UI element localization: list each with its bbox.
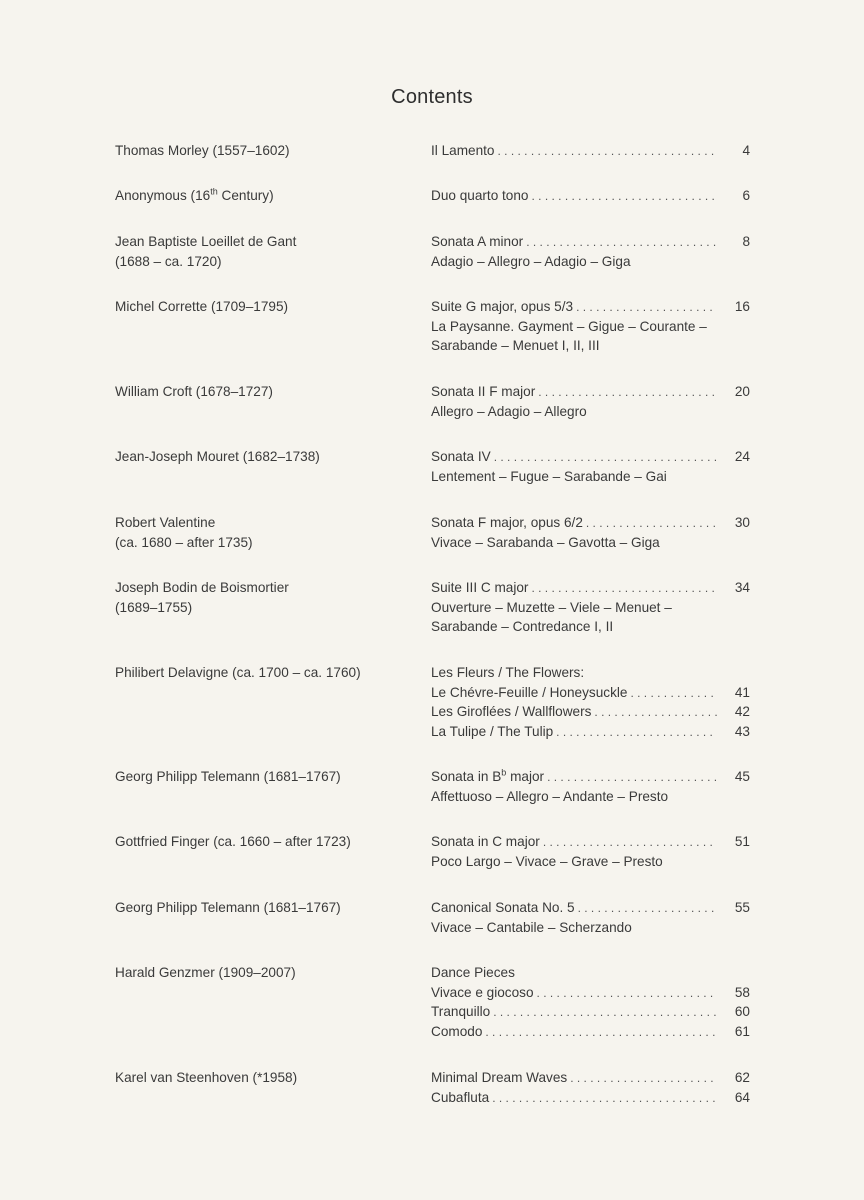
composer bbox=[115, 898, 405, 918]
movements: Affettuoso – Allegro – Andante – Presto bbox=[431, 788, 669, 804]
works bbox=[431, 382, 750, 421]
composer bbox=[115, 513, 405, 552]
work-line bbox=[431, 683, 750, 703]
composer bbox=[115, 1068, 405, 1088]
work-line bbox=[431, 533, 750, 553]
work-line bbox=[431, 983, 750, 1003]
leader-dots bbox=[532, 187, 718, 207]
composer bbox=[115, 963, 405, 983]
work-line bbox=[431, 513, 750, 533]
page-number: 34 bbox=[734, 580, 750, 595]
work-line bbox=[431, 702, 750, 722]
composer bbox=[115, 578, 405, 617]
work-title: Suite G major, opus 5/3 bbox=[431, 299, 574, 314]
work-line bbox=[431, 963, 750, 983]
works bbox=[431, 578, 750, 637]
work-title: La Tulipe / The Tulip bbox=[431, 723, 554, 739]
works bbox=[431, 186, 750, 206]
page-number: 58 bbox=[734, 984, 750, 1000]
work-line bbox=[431, 1068, 750, 1088]
composer-line: Georg Philipp Telemann (1681–1767) bbox=[115, 900, 341, 915]
leader-dots bbox=[485, 1023, 717, 1043]
leader-dots bbox=[493, 1003, 717, 1023]
leader-dots bbox=[494, 448, 717, 468]
page-number: 64 bbox=[734, 1089, 750, 1105]
leader-dots bbox=[538, 383, 717, 403]
composer-line: Michel Corrette (1709–1795) bbox=[115, 299, 289, 314]
composer bbox=[115, 186, 405, 206]
leader-dots bbox=[586, 514, 717, 534]
works bbox=[431, 141, 750, 161]
work-line bbox=[431, 447, 750, 467]
work-title: Sonata in C major bbox=[431, 834, 540, 849]
leader-dots bbox=[537, 984, 717, 1004]
page-number: 24 bbox=[734, 449, 750, 464]
composer-line: (1689–1755) bbox=[115, 599, 193, 615]
work-line bbox=[431, 852, 750, 872]
leader-dots bbox=[531, 579, 717, 599]
work-title: Les Fleurs / The Flowers: bbox=[431, 665, 585, 680]
page-number: 60 bbox=[734, 1004, 750, 1019]
work-title: Sonata IV bbox=[431, 449, 491, 464]
movements: Allegro – Adagio – Allegro bbox=[431, 403, 587, 419]
leader-dots bbox=[576, 298, 717, 318]
work-line bbox=[431, 1002, 750, 1022]
work-line bbox=[431, 336, 750, 356]
work-line bbox=[431, 297, 750, 317]
work-title: Dance Pieces bbox=[431, 965, 515, 980]
leader-dots bbox=[543, 833, 717, 853]
movements: Vivace – Sarabanda – Gavotta – Giga bbox=[431, 534, 660, 550]
work-title: Minimal Dream Waves bbox=[431, 1070, 568, 1085]
composer-line: Jean Baptiste Loeillet de Gant bbox=[115, 234, 297, 249]
work-line bbox=[431, 598, 750, 618]
work-line bbox=[431, 186, 750, 206]
page-number: 62 bbox=[734, 1070, 750, 1085]
works bbox=[431, 832, 750, 871]
composer-line: William Croft (1678–1727) bbox=[115, 384, 273, 399]
movements: Ouverture – Muzette – Viele – Menuet – bbox=[431, 599, 672, 615]
works bbox=[431, 1068, 750, 1107]
composer-line: Thomas Morley (1557–1602) bbox=[115, 143, 290, 158]
composer-line: Anonymous (16th Century) bbox=[115, 186, 274, 203]
page-number: 4 bbox=[742, 143, 750, 158]
works bbox=[431, 232, 750, 271]
movements: La Paysanne. Gayment – Gigue – Courante – bbox=[431, 318, 707, 334]
composer-line: Jean-Joseph Mouret (1682–1738) bbox=[115, 449, 320, 464]
work-title: Suite III C major bbox=[431, 580, 529, 595]
works bbox=[431, 767, 750, 806]
works bbox=[431, 898, 750, 937]
work-line bbox=[431, 232, 750, 252]
work-title: Sonata F major, opus 6/2 bbox=[431, 515, 583, 530]
page-number: 61 bbox=[734, 1023, 750, 1039]
movements: Poco Largo – Vivace – Grave – Presto bbox=[431, 853, 663, 869]
works bbox=[431, 513, 750, 552]
composer-line: Joseph Bodin de Boismortier bbox=[115, 580, 289, 595]
work-line bbox=[431, 898, 750, 918]
page-number: 43 bbox=[734, 723, 750, 739]
work-title: Le Chévre-Feuille / Honeysuckle bbox=[431, 684, 628, 700]
page-number: 45 bbox=[734, 769, 750, 784]
work-title: Sonata in $B^b$ major bbox=[431, 767, 545, 784]
composer-line: Georg Philipp Telemann (1681–1767) bbox=[115, 769, 341, 784]
work-title: Vivace e giocoso bbox=[431, 984, 534, 1000]
composer bbox=[115, 382, 405, 402]
composer-line: Harald Genzmer (1909–2007) bbox=[115, 965, 296, 980]
page-number: 6 bbox=[742, 188, 750, 203]
work-title: Les Giroflées / Wallflowers bbox=[431, 704, 592, 719]
movements: Vivace – Cantabile – Scherzando bbox=[431, 919, 632, 935]
composer-line: Karel van Steenhoven (*1958) bbox=[115, 1070, 298, 1085]
work-line bbox=[431, 918, 750, 938]
leader-dots bbox=[556, 723, 717, 743]
work-title: Duo quarto tono bbox=[431, 188, 529, 203]
page-number: 20 bbox=[734, 384, 750, 399]
leader-dots bbox=[492, 1089, 717, 1109]
work-title: Il Lamento bbox=[431, 143, 495, 158]
work-title: Sonata II F major bbox=[431, 384, 536, 399]
composer bbox=[115, 232, 405, 271]
work-line bbox=[431, 617, 750, 637]
movements: Sarabande – Contredance I, II bbox=[431, 619, 614, 634]
work-line bbox=[431, 382, 750, 402]
leader-dots bbox=[578, 899, 717, 919]
composer bbox=[115, 297, 405, 317]
work-line bbox=[431, 787, 750, 807]
composer-line: Robert Valentine bbox=[115, 515, 216, 530]
leader-dots bbox=[570, 1069, 717, 1089]
page-number: 30 bbox=[734, 515, 750, 530]
work-line bbox=[431, 252, 750, 272]
movements: Adagio – Allegro – Adagio – Giga bbox=[431, 253, 631, 269]
work-title: Comodo bbox=[431, 1023, 483, 1039]
work-title: Tranquillo bbox=[431, 1004, 491, 1019]
work-title: Canonical Sonata No. 5 bbox=[431, 900, 575, 915]
works bbox=[431, 297, 750, 356]
composer bbox=[115, 832, 405, 852]
leader-dots bbox=[630, 684, 717, 704]
leader-dots bbox=[497, 142, 717, 162]
work-line bbox=[431, 832, 750, 852]
work-line bbox=[431, 1022, 750, 1042]
leader-dots bbox=[526, 233, 717, 253]
works bbox=[431, 963, 750, 1041]
composer bbox=[115, 663, 405, 683]
work-line bbox=[431, 722, 750, 742]
composer-line: Philibert Delavigne (ca. 1700 – ca. 1760) bbox=[115, 665, 361, 680]
work-line bbox=[431, 402, 750, 422]
page-number: 8 bbox=[742, 234, 750, 249]
page-number: 51 bbox=[734, 834, 750, 849]
work-line bbox=[431, 467, 750, 487]
composer-line: (ca. 1680 – after 1735) bbox=[115, 534, 253, 550]
work-line bbox=[431, 317, 750, 337]
works bbox=[431, 663, 750, 741]
work-line bbox=[431, 767, 750, 787]
page-title: Contents bbox=[391, 86, 473, 108]
leader-dots bbox=[547, 768, 717, 788]
works bbox=[431, 447, 750, 486]
movements: Sarabande – Menuet I, II, III bbox=[431, 338, 600, 353]
work-line bbox=[431, 1088, 750, 1108]
composer bbox=[115, 141, 405, 161]
work-line bbox=[431, 663, 750, 683]
page-number: 55 bbox=[734, 900, 750, 915]
work-line bbox=[431, 578, 750, 598]
page-number: 16 bbox=[734, 299, 750, 314]
page-number: 41 bbox=[734, 684, 750, 700]
work-title: Sonata A minor bbox=[431, 234, 524, 249]
composer-line: Gottfried Finger (ca. 1660 – after 1723) bbox=[115, 834, 351, 849]
composer bbox=[115, 767, 405, 787]
movements: Lentement – Fugue – Sarabande – Gai bbox=[431, 468, 667, 484]
work-line bbox=[431, 141, 750, 161]
composer bbox=[115, 447, 405, 467]
work-title: Cubafluta bbox=[431, 1089, 490, 1105]
leader-dots bbox=[594, 703, 717, 723]
page-number: 42 bbox=[734, 704, 750, 719]
composer-line: (1688 – ca. 1720) bbox=[115, 253, 222, 269]
